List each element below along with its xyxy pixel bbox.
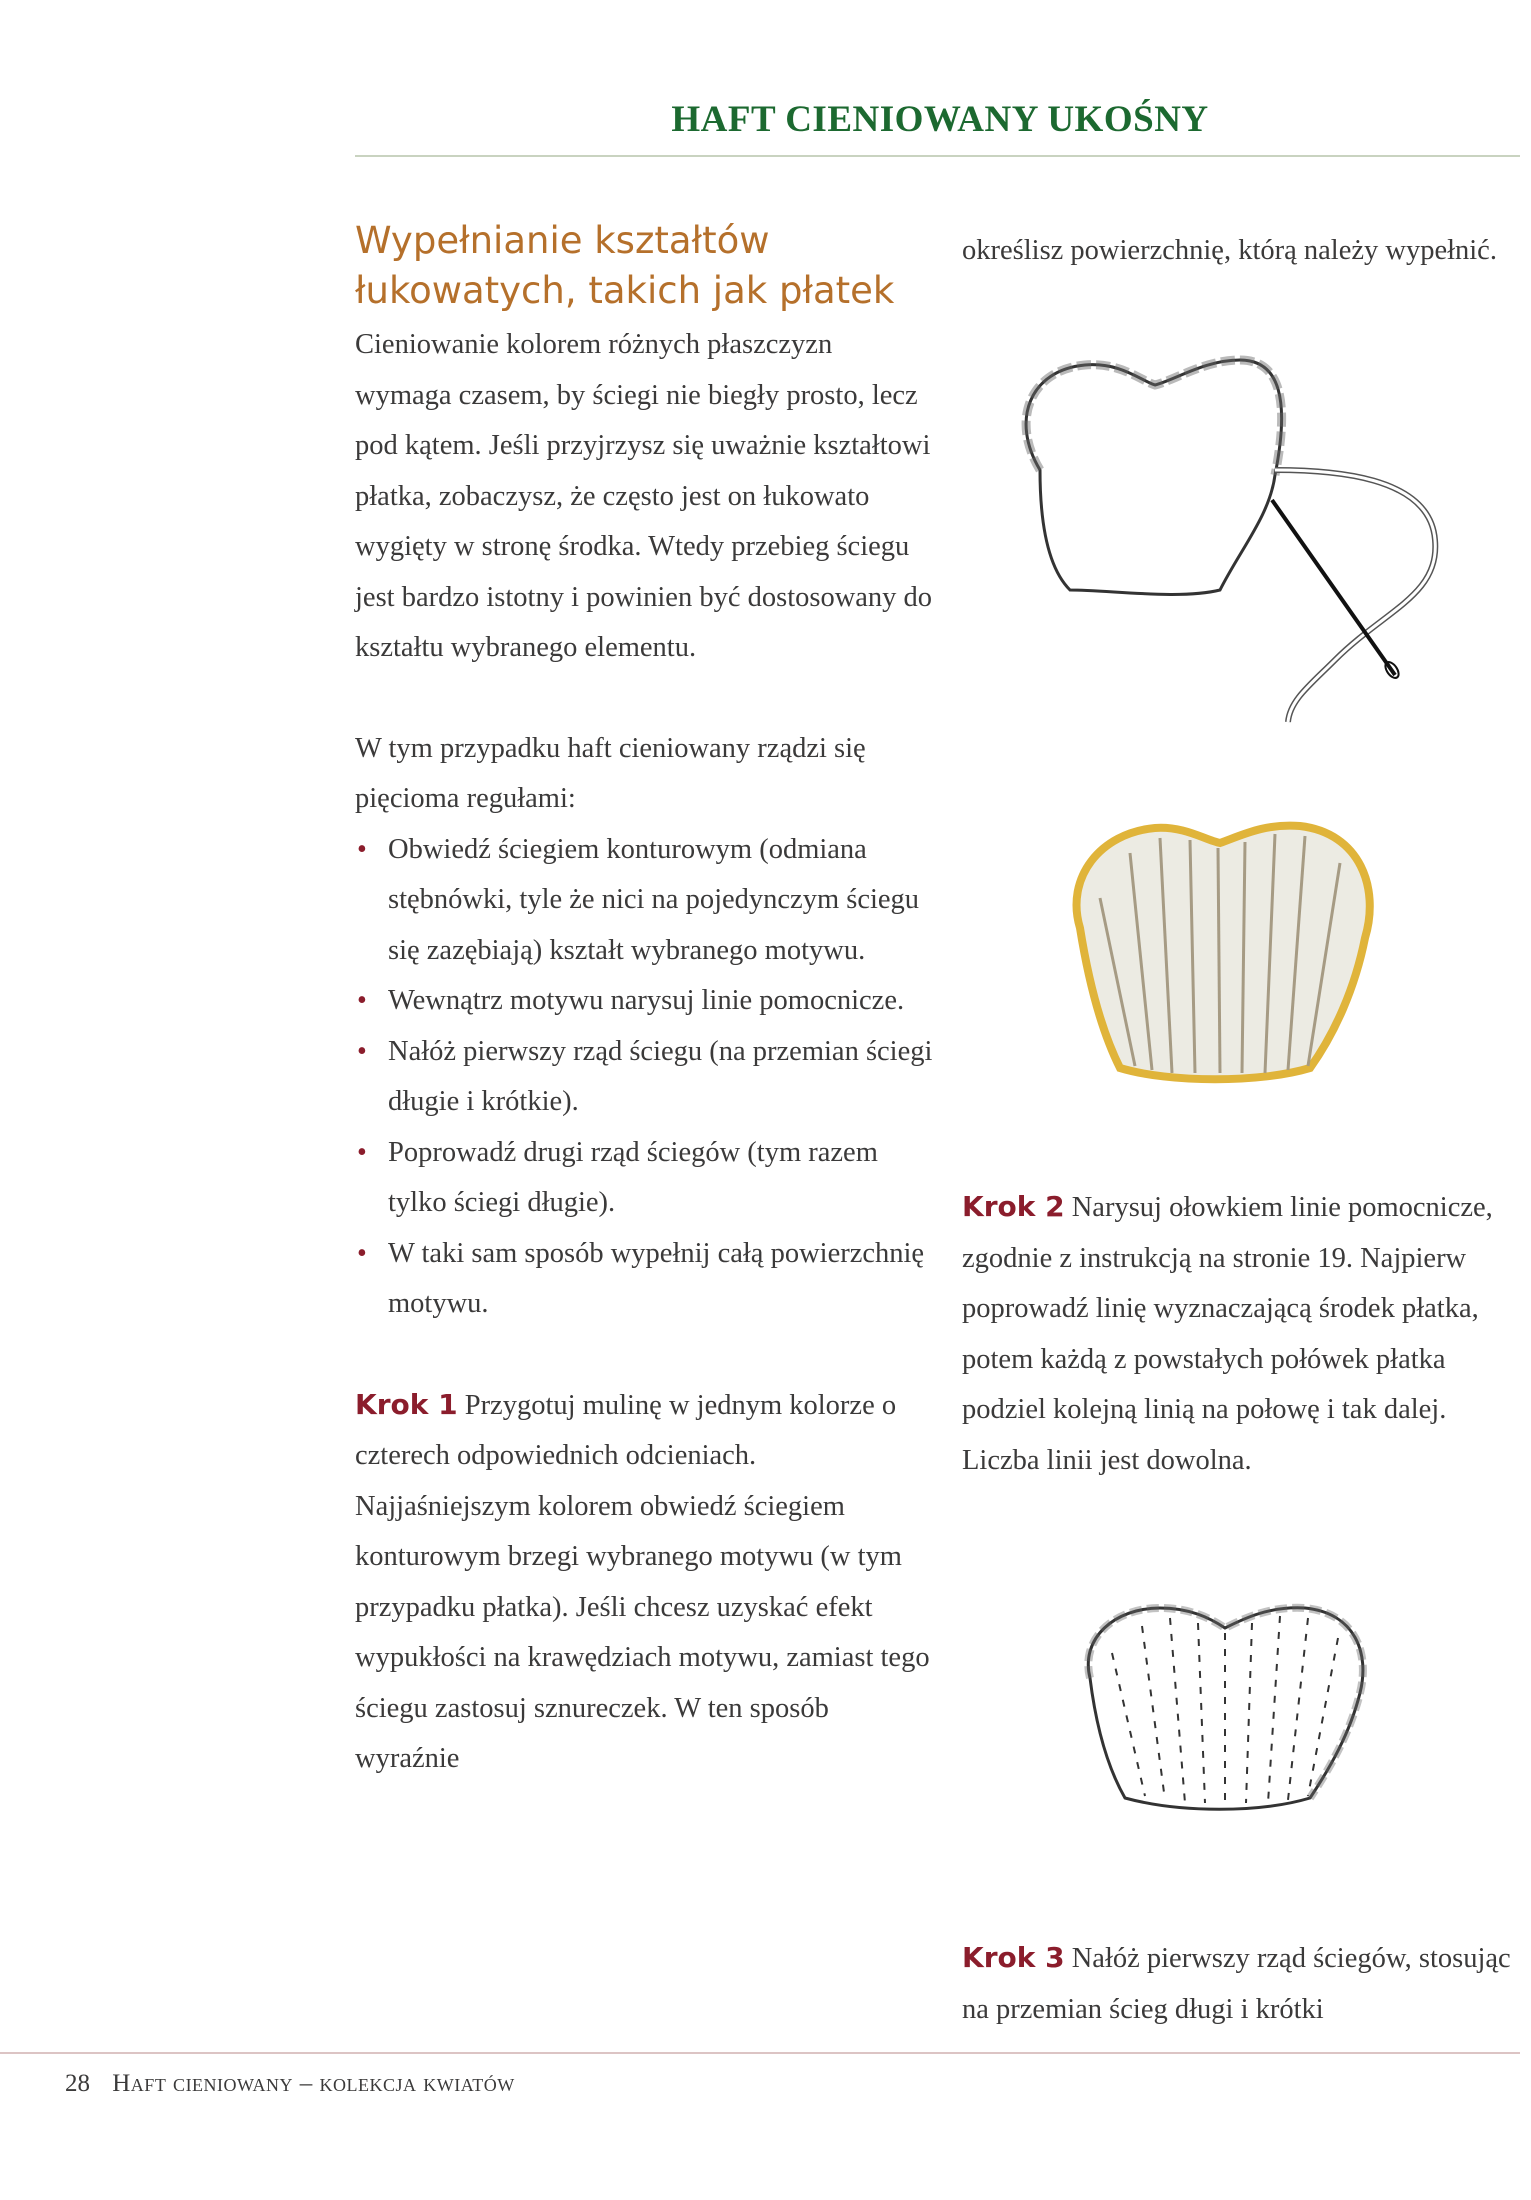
step-1-label: Krok 1 (355, 1387, 458, 1421)
step-3-text: Nałóż pierwszy rząd ściegów, stosując na przemian ścieg długi i krótki (962, 1943, 1511, 2025)
section-title: HAFT CIENIOWANY UKOŚNY (671, 99, 1209, 140)
list-item: • Nałóż pierwszy rząd ściegu (na przemian ściegi długie i krótkie). (355, 1027, 935, 1128)
petal-outline (1026, 360, 1282, 594)
bullet-icon: • (357, 985, 367, 1016)
bullet-icon: • (357, 1035, 367, 1067)
step-3-label: Krok 3 (962, 1941, 1065, 1974)
intro-paragraph: Cieniowanie kolorem różnych płaszczyzn wymaga czasem, by ściegi nie biegły prosto, lecz pod kątem. Jeśli przyjrzysz się uważnie kształtowi płatka, zobaczysz, że często jest on łukowato wygięty w stronę środka. Wtedy przebieg ściegu jest bardzo istotny i powinien być dostosowany do kształtu wybranego elementu. (355, 329, 933, 663)
bullet-icon: • (357, 1237, 367, 1269)
step-1-text: Przygotuj mulinę w jednym kolorze o czterech odpowiednich odcieniach. Najjaśniejszym kolorem obwiedź ściegiem konturowym brzegi wybranego motywu (w tym przypadku płatka). Jeśli chcesz uzyskać efekt wypukłości na krawędziach motywu, zamiast tego ściegu zastosuj sznureczek. W ten sposób wyraźnie (355, 1389, 930, 1774)
list-item: • Poprowadź drugi rząd ściegów (tym razem tylko ściegi długie). (355, 1128, 935, 1229)
section-heading: Wypełnianie kształtów łukowatych, takich jak płatek (355, 219, 895, 312)
bullet-icon: • (357, 833, 367, 865)
running-title: Haft cieniowany – kolekcja kwiatów (112, 2070, 515, 2097)
rules-intro: W tym przypadku haft cieniowany rządzi się pięcioma regułami: (355, 732, 866, 814)
bullet-icon: • (357, 1136, 367, 1168)
list-item: • W taki sam sposób wypełnij całą powierzchnię motywu. (355, 1229, 935, 1330)
stem-stitch-outline (1026, 360, 1282, 475)
footer-divider (0, 2052, 1520, 2054)
page-number: 28 (65, 2070, 90, 2097)
step-2-paragraph (962, 1182, 1522, 1486)
list-item: • Obwiedź ściegiem konturowym (odmiana stębnówki, tyle że nici na pojedynczym ściegu się zazębiają) kształt wybranego motywu. (355, 825, 935, 977)
step-3-block (962, 1933, 1522, 2035)
needle-icon (1272, 500, 1395, 675)
continuation-paragraph: określisz powierzchnię, którą należy wypełnić. (962, 235, 1497, 266)
step-1-paragraph (355, 1380, 935, 1785)
dashed-guide-lines (1112, 1616, 1338, 1803)
list-item: • Wewnątrz motywu narysuj linie pomocnicze. (355, 976, 935, 1027)
header-divider (355, 155, 1520, 157)
page-footer (65, 2070, 515, 2098)
rules-list (355, 825, 935, 1330)
step-2-text: Narysuj ołowkiem linie pomocnicze, zgodnie z instrukcją na stronie 19. Najpierw poprowadź linię wyznaczającą środek płatka, potem każdą z powstałych połówek płatka podziel kolejną linią na połowę i tak dalej. Liczba linii jest dowolna. (962, 1192, 1493, 1476)
left-column (355, 216, 935, 1785)
step-3-paragraph (962, 1933, 1522, 2035)
petal-guide-lines-illustration (1070, 1598, 1380, 1848)
step-2-label: Krok 2 (962, 1190, 1065, 1223)
right-column (962, 226, 1522, 277)
petal-outline-with-needle-illustration (990, 350, 1450, 750)
embroidered-petal-photo (1060, 818, 1380, 1118)
step-2-block (962, 1182, 1522, 1486)
